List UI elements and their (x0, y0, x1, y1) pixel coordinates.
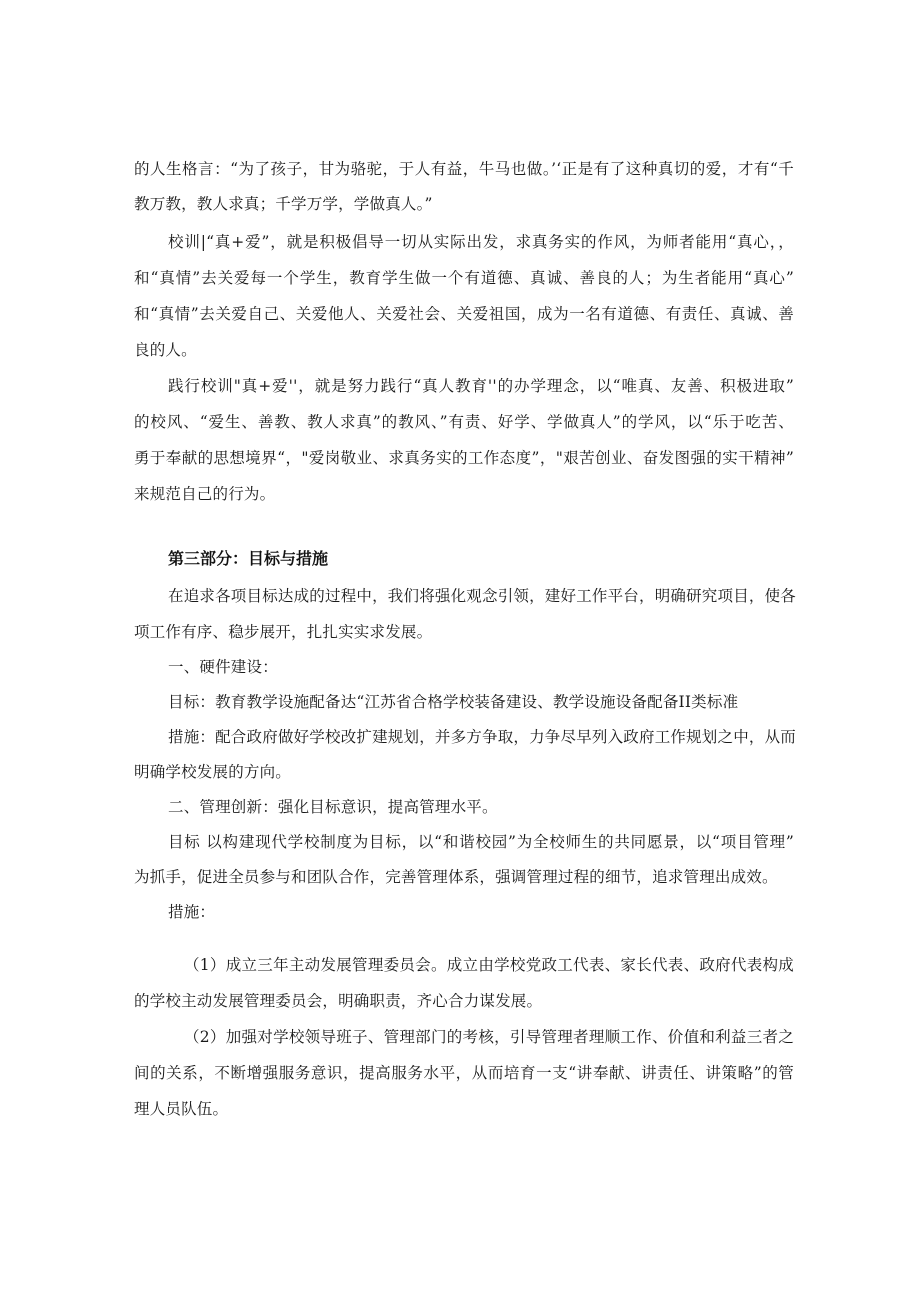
text-line: 在追求各项目标达成的过程中，我们将强化观念引领，建好工作平台，明确研究项目，使各 (168, 587, 797, 605)
text-line: 措施： (168, 903, 216, 921)
text-line: 的学校主动发展管理委员会，明确职责，齐心合力谋发展。 (134, 992, 543, 1010)
item-heading: 二、管理创新：强化目标意识，提高管理水平。 (168, 798, 498, 816)
text-line: 措施：配合政府做好学校改扩建规划，并多方争取，力争尽早列入政府工作规划之中，从而 (168, 728, 797, 746)
section-title: 第三部分：目标与措施 (168, 549, 329, 568)
text-line: 良的人。 (134, 341, 197, 359)
text-line: 目标 以构建现代学校制度为目标，以“和谐校园”为全校师生的共同愿景，以“项目管理” (168, 833, 794, 851)
text-line: 理人员队伍。 (134, 1100, 229, 1118)
text-line: 的校风、“爱生、善教、教人求真”的教风、”有责、好学、学做真人”的学风，以“乐于吃苦、 (134, 413, 794, 431)
text-line: （2）加强对学校领导班子、管理部门的考核，引导管理者理顺工作、价值和利益三者之 (184, 1028, 794, 1046)
item-heading: 一、硬件建设： (168, 658, 278, 676)
text-line: 间的关系，不断增强服务意识，提高服务水平，从而培育一支“讲奉献、讲责任、讲策略”的管 (134, 1064, 794, 1082)
text-line: 为抓手，促进全员参与和团队合作，完善管理体系，强调管理过程的细节，追求管理出成效。 (134, 868, 778, 886)
text-line: 目标：教育教学设施配备达“江苏省合格学校装备建设、教学设施设备配备II类标准 (168, 693, 739, 711)
text-line: 校训|“真+爱”，就是积极倡导一切从实际出发，求真务实的作风，为师者能用“真心，， (168, 233, 794, 251)
text-line: 的人生格言：“为了孩子，甘为骆驼，于人有益，牛马也做。’‘正是有了这种真切的爱，才有“千 (134, 160, 794, 178)
text-line: 和“真情”去关爱自己、关爱他人、关爱社会、关爱祖国，成为一名有道德、有责任、真诚、善 (134, 305, 794, 323)
text-line: （1）成立三年主动发展管理委员会。成立由学校党政工代表、家长代表、政府代表构成 (184, 956, 794, 974)
text-line: 明确学校发展的方向。 (134, 763, 292, 781)
text-line: 来规范自己的行为。 (134, 485, 276, 503)
text-line: 和“真情”去关爱每一个学生，教育学生做一个有道德、真诚、善良的人；为生者能用“真心” (134, 269, 794, 287)
text-line: 项工作有序、稳步展开，扎扎实实求发展。 (134, 623, 433, 641)
text-line: 教万教，教人求真；千学万学，学做真人。” (134, 195, 433, 213)
text-line: 践行校训"真+爱''，就是努力践行“真人教育''的办学理念，以“唯真、友善、积极进取” (168, 377, 794, 395)
text-line: 勇于奉献的思想境界“，"爱岗敬业、求真务实的工作态度”，"艰苦创业、奋发图强的实干精神” (134, 449, 794, 467)
